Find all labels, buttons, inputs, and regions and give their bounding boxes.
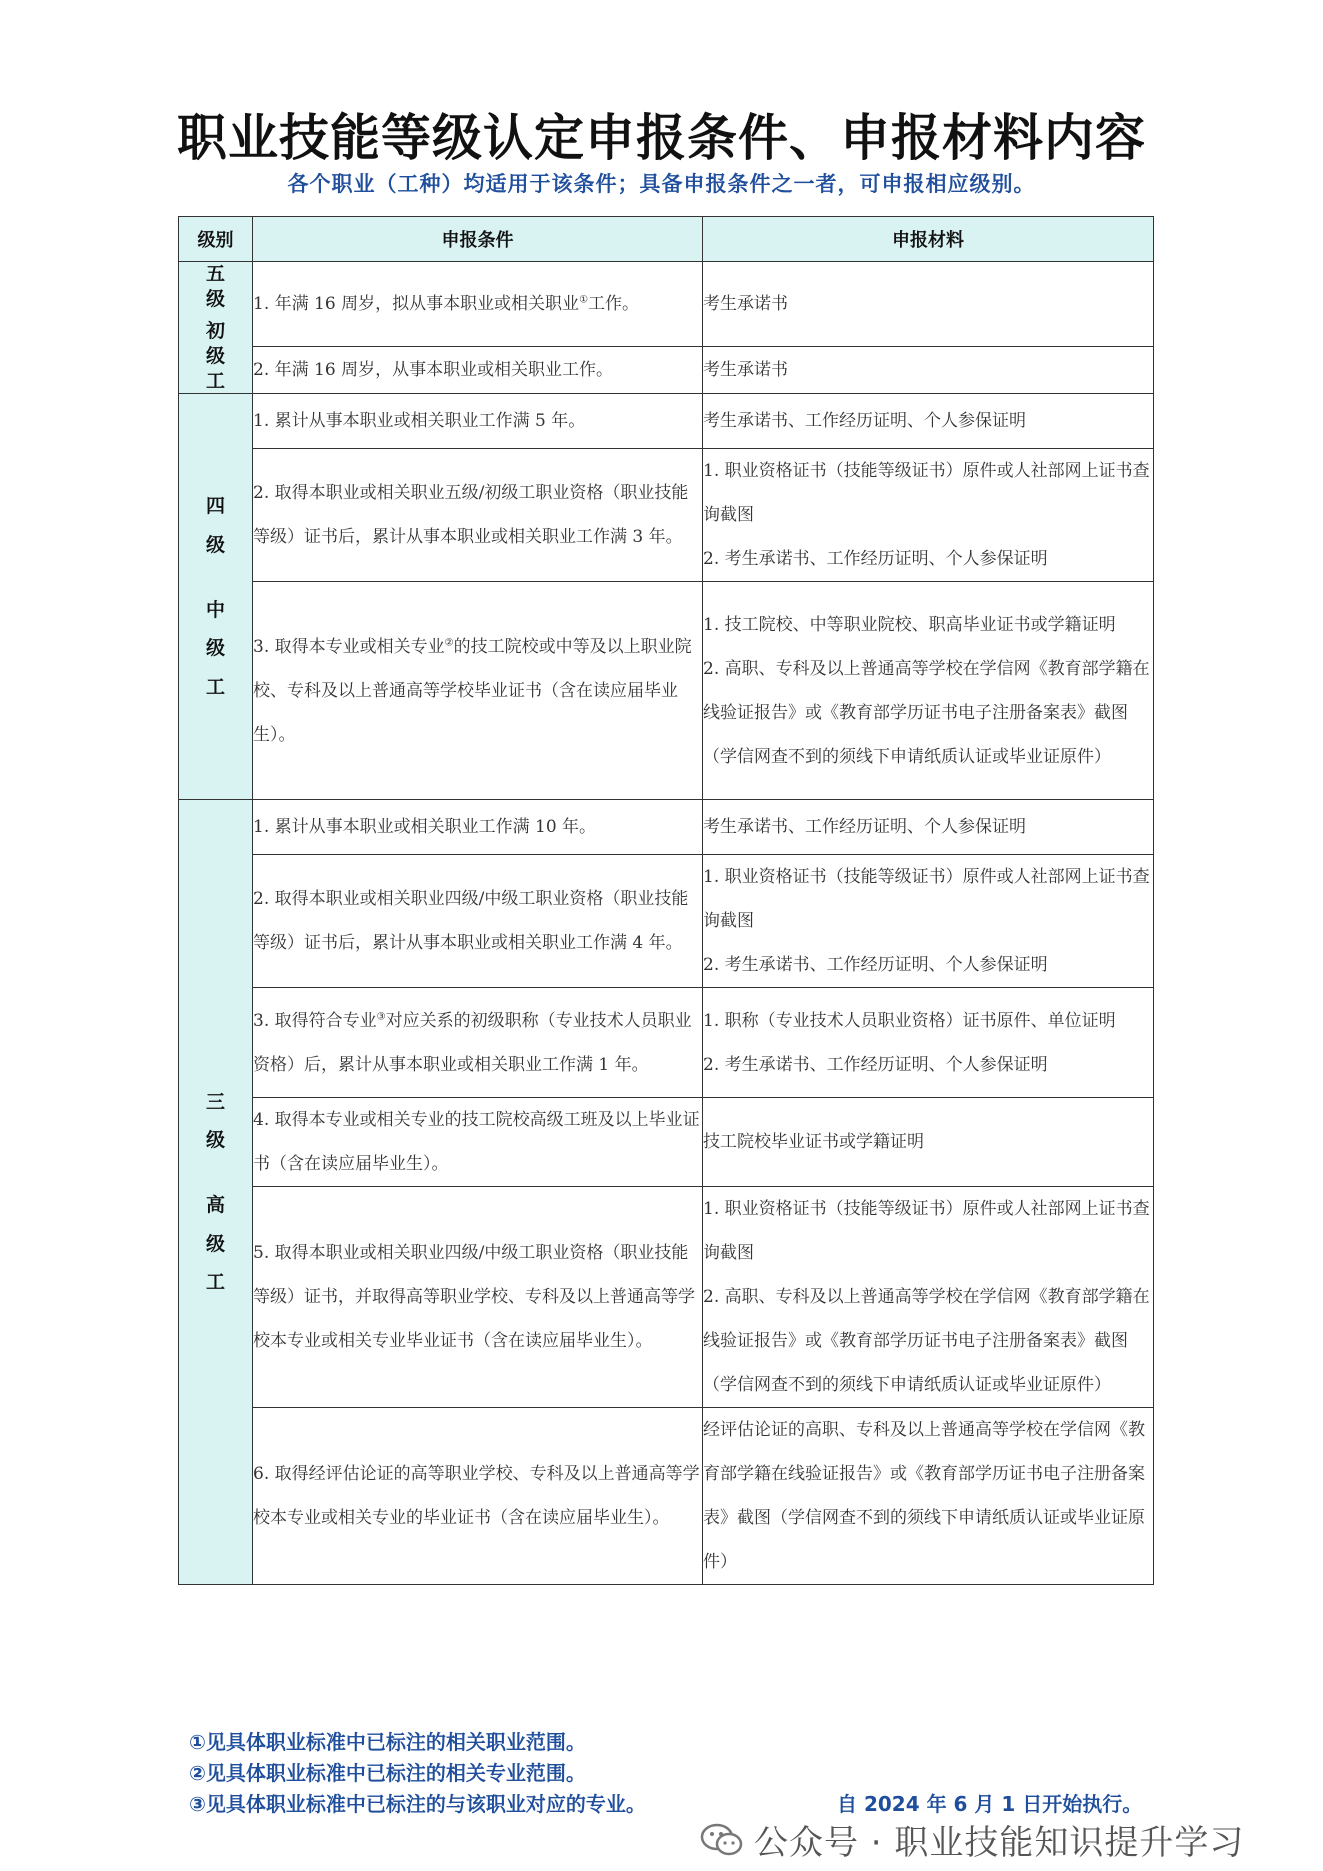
table-row	[179, 582, 1154, 800]
table-row	[179, 449, 1154, 582]
header-material: 申报材料	[703, 217, 1154, 262]
watermark	[700, 1815, 1244, 1864]
header-level: 级别	[179, 217, 253, 262]
material-cell: 1. 职业资格证书（技能等级证书）原件或人社部网上证书查询截图 2. 考生承诺书、工作经历证明、个人参保证明	[703, 855, 1154, 988]
wechat-icon	[700, 1822, 744, 1858]
header-condition: 申报条件	[253, 217, 703, 262]
table-row	[179, 988, 1154, 1098]
footnote-1: ①见具体职业标准中已标注的相关职业范围。	[189, 1730, 586, 1754]
material-cell: 1. 职业资格证书（技能等级证书）原件或人社部网上证书查询截图 2. 考生承诺书、工作经历证明、个人参保证明	[703, 449, 1154, 582]
table-row	[179, 347, 1154, 394]
material-cell: 考生承诺书	[703, 347, 1154, 394]
level-cell: 五 级 初 级 工	[179, 262, 253, 394]
footnote-2: ②见具体职业标准中已标注的相关专业范围。	[189, 1761, 586, 1785]
page-title: 职业技能等级认定申报条件、申报材料内容	[177, 109, 1146, 167]
material-cell: 1. 技工院校、中等职业院校、职高毕业证书或学籍证明 2. 高职、专科及以上普通高等学校在学信网《教育部学籍在线验证报告》或《教育部学历证书电子注册备案表》截图（学信网查不到的须线下申请纸质认证或毕业证原件）	[703, 582, 1154, 800]
condition-cell: 2. 取得本职业或相关职业四级/中级工职业资格（职业技能等级）证书后，累计从事本职业或相关职业工作满 4 年。	[253, 855, 703, 988]
table-row	[179, 394, 1154, 449]
material-cell: 技工院校毕业证书或学籍证明	[703, 1098, 1154, 1187]
requirements-table	[178, 216, 1154, 1585]
table-row	[179, 855, 1154, 988]
page-subtitle: 各个职业（工种）均适用于该条件；具备申报条件之一者，可申报相应级别。	[287, 172, 1036, 196]
condition-cell: 6. 取得经评估论证的高等职业学校、专科及以上普通高等学校本专业或相关专业的毕业证书（含在读应届毕业生）。	[253, 1408, 703, 1585]
level-cell: 四 级 中 级 工	[179, 394, 253, 800]
material-cell: 考生承诺书、工作经历证明、个人参保证明	[703, 394, 1154, 449]
condition-cell: 2. 取得本职业或相关职业五级/初级工职业资格（职业技能等级）证书后，累计从事本职业或相关职业工作满 3 年。	[253, 449, 703, 582]
condition-cell: 3. 取得本专业或相关专业②的技工院校或中等及以上职业院校、专科及以上普通高等学校毕业证书（含在读应届毕业生）。	[253, 582, 703, 800]
condition-cell: 1. 累计从事本职业或相关职业工作满 5 年。	[253, 394, 703, 449]
effective-date: 自 2024 年 6 月 1 日开始执行。	[837, 1792, 1143, 1816]
condition-cell: 1. 年满 16 周岁，拟从事本职业或相关职业①工作。	[253, 262, 703, 347]
footnote-3: ③见具体职业标准中已标注的与该职业对应的专业。	[189, 1792, 646, 1816]
condition-cell: 2. 年满 16 周岁，从事本职业或相关职业工作。	[253, 347, 703, 394]
table-row	[179, 1098, 1154, 1187]
material-cell: 1. 职称（专业技术人员职业资格）证书原件、单位证明 2. 考生承诺书、工作经历证明、个人参保证明	[703, 988, 1154, 1098]
level-cell: 三 级 高 级 工	[179, 800, 253, 1585]
material-cell: 1. 职业资格证书（技能等级证书）原件或人社部网上证书查询截图 2. 高职、专科及以上普通高等学校在学信网《教育部学籍在线验证报告》或《教育部学历证书电子注册备案表》截图（学信网查不到的须线下申请纸质认证或毕业证原件）	[703, 1187, 1154, 1408]
material-cell: 考生承诺书	[703, 262, 1154, 347]
table-row	[179, 1187, 1154, 1408]
condition-cell: 4. 取得本专业或相关专业的技工院校高级工班及以上毕业证书（含在读应届毕业生）。	[253, 1098, 703, 1187]
table-header-row	[179, 217, 1154, 262]
material-cell: 考生承诺书、工作经历证明、个人参保证明	[703, 800, 1154, 855]
table-row	[179, 800, 1154, 855]
table-row	[179, 262, 1154, 347]
condition-cell: 1. 累计从事本职业或相关职业工作满 10 年。	[253, 800, 703, 855]
table-row	[179, 1408, 1154, 1585]
condition-cell: 3. 取得符合专业③对应关系的初级职称（专业技术人员职业资格）后，累计从事本职业或相关职业工作满 1 年。	[253, 988, 703, 1098]
condition-cell: 5. 取得本职业或相关职业四级/中级工职业资格（职业技能等级）证书，并取得高等职业学校、专科及以上普通高等学校本专业或相关专业毕业证书（含在读应届毕业生）。	[253, 1187, 703, 1408]
watermark-text: 公众号 · 职业技能知识提升学习	[754, 1823, 1245, 1863]
material-cell: 经评估论证的高职、专科及以上普通高等学校在学信网《教育部学籍在线验证报告》或《教育部学历证书电子注册备案表》截图（学信网查不到的须线下申请纸质认证或毕业证原件）	[703, 1408, 1154, 1585]
